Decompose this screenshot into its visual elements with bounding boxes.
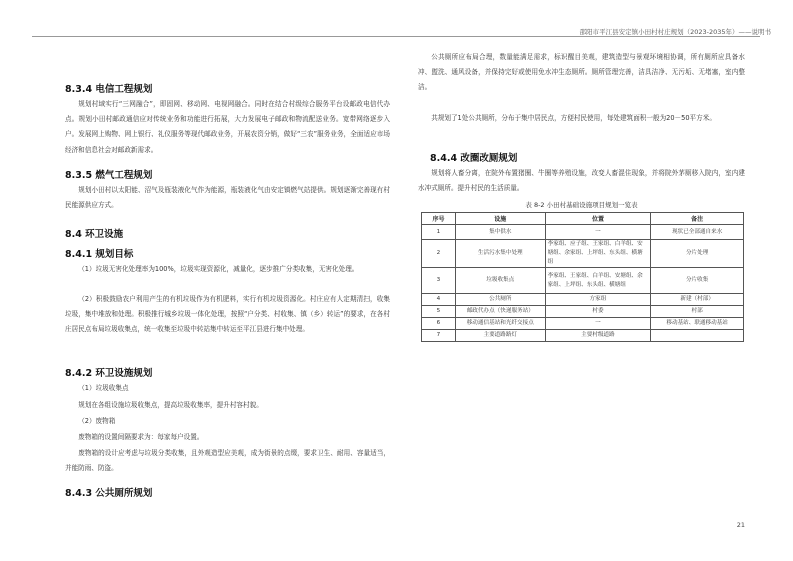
section-8-4-2-line-1: （1）垃圾收集点 xyxy=(78,384,129,392)
cell-facility: 主要道路路灯 xyxy=(455,330,545,342)
cell-facility: 生活污水集中处理 xyxy=(455,240,545,268)
section-8-4-2-title: 8.4.2 环卫设施规划 xyxy=(65,368,153,379)
table-row xyxy=(422,268,744,294)
table-row xyxy=(422,225,744,240)
section-8-4-1-title: 8.4.1 规划目标 xyxy=(65,249,134,260)
cell-remark: 移动基站、联通移动基站 xyxy=(651,318,744,330)
cell-facility: 移动通信基站和光纤交接点 xyxy=(455,318,545,330)
cell-facility: 邮政代办点（快递服务站） xyxy=(455,306,545,318)
page-number: 21 xyxy=(736,521,745,529)
header-rule xyxy=(32,36,760,37)
header-location: 位置 xyxy=(545,213,651,225)
cell-index: 1 xyxy=(422,225,456,240)
table-row xyxy=(422,294,744,306)
section-8-4-1-item-1: （1）垃圾无害化处理率为100%，垃圾实现资源化，减量化，逐步推广分类收集，无害化处理。 xyxy=(78,265,359,273)
running-header: 邵阳市平江县安定镇小田村村庄规划（2023-2035年）——说明书 xyxy=(579,28,771,36)
cell-location: 方家组 xyxy=(545,294,651,306)
cell-facility: 集中供水 xyxy=(455,225,545,240)
header-facility: 设施 xyxy=(455,213,545,225)
section-8-3-5-title: 8.3.5 燃气工程规划 xyxy=(65,170,153,181)
section-8-4-title: 8.4 环卫设施 xyxy=(65,229,124,240)
section-8-3-4-title: 8.3.4 电信工程规划 xyxy=(65,84,153,95)
table-row xyxy=(422,318,744,330)
section-8-4-1-item-2: （2）积极鼓励农户利用产生的有机垃圾作为有机肥料，实行有机垃圾资源化。村庄应有人定期清扫，收集垃圾，集中堆放和处理。积极推行城乡垃圾一体化处理，按照“户分类、村收集、镇（乡）转运”的要求，在各村庄居民点布局垃圾收集点，统一收集至垃圾中转站集中转运至平江县进行集中处理。 xyxy=(65,295,390,334)
section-8-4-4-title: 8.4.4 改圈改厕规划 xyxy=(430,153,518,164)
section-8-4-3-title: 8.4.3 公共厕所规划 xyxy=(65,488,153,499)
toilet-paragraph-2: 共规划了1处公共厕所，分布于集中居民点，方便村民使用，每处建筑面积一般为20－50平方米。 xyxy=(431,114,716,122)
cell-location: 李家组、王家组、白羊组、安塘组、余家组、上坪组、东头组、横塘组 xyxy=(545,268,651,294)
table-row xyxy=(422,306,744,318)
cell-index: 3 xyxy=(422,268,456,294)
header-remark: 备注 xyxy=(651,213,744,225)
section-8-4-2-line-3: （2）废物箱 xyxy=(78,417,116,425)
cell-index: 7 xyxy=(422,330,456,342)
table-row xyxy=(422,240,744,268)
cell-remark: 现状已全部通自来水 xyxy=(651,225,744,240)
cell-remark xyxy=(651,330,744,342)
cell-remark: 新建（村部） xyxy=(651,294,744,306)
header-index: 序号 xyxy=(422,213,456,225)
cell-remark: 分片收集 xyxy=(651,268,744,294)
cell-facility: 公共厕所 xyxy=(455,294,545,306)
facility-table xyxy=(421,212,744,342)
cell-index: 2 xyxy=(422,240,456,268)
table-row xyxy=(422,330,744,342)
cell-index: 4 xyxy=(422,294,456,306)
table-caption: 表 8-2 小田村基础设施项目规划一览表 xyxy=(525,201,638,209)
cell-index: 5 xyxy=(422,306,456,318)
cell-location: 李家组、应子组、王家组、白羊组、安塘组、余家组、上坪组、东头组、横塘组 xyxy=(545,240,651,268)
cell-remark: 分片处理 xyxy=(651,240,744,268)
toilet-paragraph-1: 公共厕所应布局合理，数量能满足需求，标识醒目美观，建筑造型与景观环境相协调，所有厕所应具备水冲、盥洗、通风设备，并保持完好或使用免水冲生态厕所。厕所管理完善，洁具洁净、无污垢、无堵塞，室内整洁。 xyxy=(418,53,745,92)
cell-index: 6 xyxy=(422,318,456,330)
cell-location: 一 xyxy=(545,318,651,330)
section-8-3-5-paragraph: 规划小田村以太阳能、沼气及瓶装液化气作为能源，瓶装液化气由安定镇燃气站提供。规划逐渐完善现有村民能源供应方式。 xyxy=(65,186,390,210)
section-8-4-2-line-4: 废物箱的设置间隔要求为：每家每户设置。 xyxy=(78,433,204,441)
cell-location: 一 xyxy=(545,225,651,240)
cell-location: 主要村级道路 xyxy=(545,330,651,342)
section-8-3-4-paragraph: 规划村域实行“三网融合”，即固网、移动网、电视网融合。同时在结合村级综合服务平台设邮政电信代办点。规划小田村邮政通信应对传统业务和功能进行拓展，大力发展电子邮政和物流配送业务。宽带网络逐步入户。发展网上购物、网上银行、礼仪服务等现代邮政业务，开展农资分销，做好“三农”服务业务，全面适应市场经济和信息社会对邮政新需求。 xyxy=(65,100,390,154)
cell-remark: 村部 xyxy=(651,306,744,318)
cell-facility: 垃圾收集点 xyxy=(455,268,545,294)
table-header-row xyxy=(422,213,744,225)
section-8-4-4-paragraph: 规划将人畜分离，在院外布置猪圈、牛圈等养殖设施，改变人畜混住现象，并将院外茅厕移入院内，室内建水冲式厕所。提升村民的生活质量。 xyxy=(418,169,745,193)
cell-location: 村委 xyxy=(545,306,651,318)
section-8-4-2-line-2: 规划在各组设施垃圾收集点，提高垃圾收集率，提升村容村貌。 xyxy=(78,401,263,409)
section-8-4-2-paragraph-5: 废物箱的设计应考虑与垃圾分类收集，且外观造型应美观，成为街景的点缀，要求卫生、耐用、容量适当，并能防雨、防盗。 xyxy=(65,449,390,473)
